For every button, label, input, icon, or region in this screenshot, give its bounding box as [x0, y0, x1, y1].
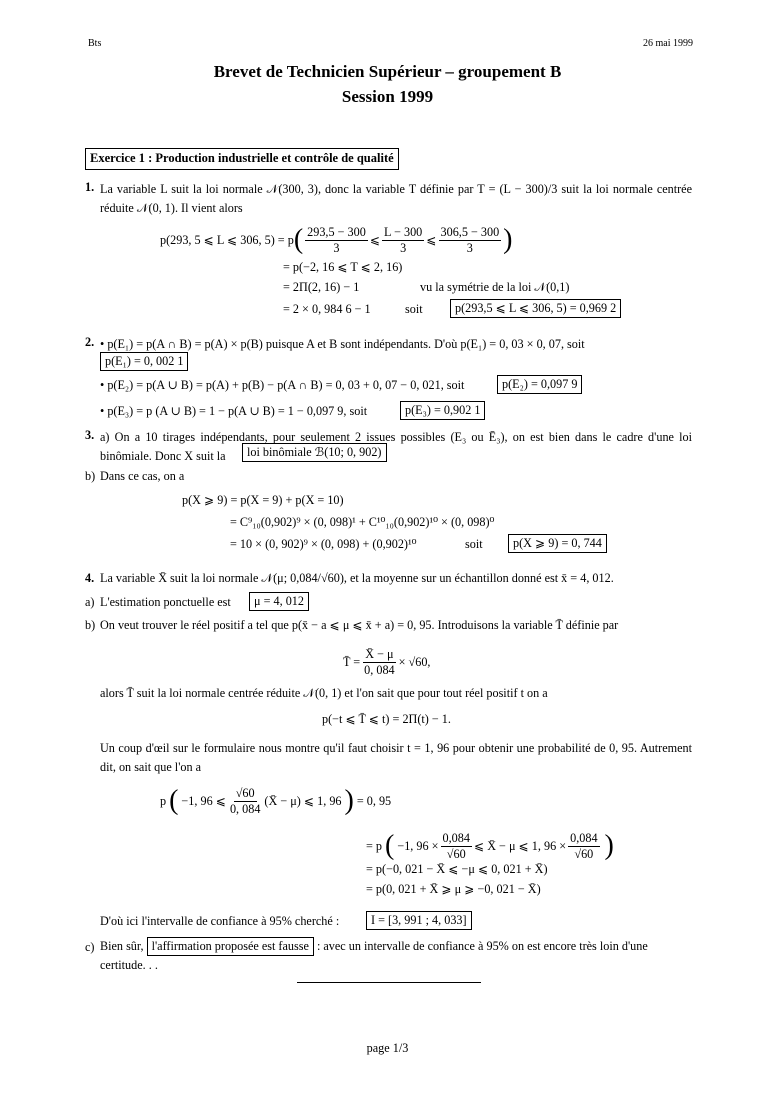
document-title: Brevet de Technicien Supérieur – groupement B: [213, 62, 562, 81]
q3-a-text: a) On a 10 tirages indépendants, pour seulement 2 issues possibles (E₃ ou Ē₃), on est bien dans le cadre d'une loi binômiale. Donc X suit la: [100, 430, 692, 463]
q4-a-box: μ = 4, 012: [249, 592, 309, 611]
q4-ci-text: D'où ici l'intervalle de confiance à 95% cherché :: [100, 914, 340, 928]
q4-e1: p ( −1, 96 ⩽ $\frac{√60}{0, 084}$ (X̄ − μ) ⩽ 1, 96 ) = 0, 95: [160, 785, 392, 816]
q4-c-text: Bien sûr, l'affirmation proposée est fausse : avec un intervalle de confiance à 95% on est encore très loin d'une certitude. . .: [100, 939, 648, 973]
q1-number: 1.: [85, 180, 95, 194]
q3-soit: soit: [465, 537, 483, 551]
open-paren: (: [293, 224, 304, 255]
q1-eq2: = p(−2, 16 ⩽ T ⩽ 2, 16): [283, 260, 403, 274]
q1-eq4-soit: soit: [405, 302, 423, 316]
q4-e2-frac2: $\frac{0,084}{√60}$: [570, 830, 598, 861]
session-title: Session 1999: [341, 87, 434, 106]
q4-a-box-wrap: [249, 592, 309, 611]
q4-text: La variable X̄ suit la loi normale 𝒩(μ; 0,084/√60), et la moyenne sur un échantillon donné est x̄ = 4, 012.: [100, 571, 614, 585]
q1-eq3-note: vu la symétrie de la loi 𝒩(0,1): [420, 280, 570, 294]
q1-text: La variable L suit la loi normale 𝒩(300, 3), donc la variable T définie par T = (L − 300)/3 suit la loi normale centrée réduite 𝒩(0, 1). Il vient alors: [100, 182, 692, 215]
q1-frac1: $\frac{293,5 - 300}{3}$: [307, 224, 366, 255]
q4-t-eq: T̄ = $\frac{X̄ - \mu}{0, 084}$ × √60,: [343, 646, 431, 677]
q3-number: 3.: [85, 428, 95, 442]
q3-a-box-wrap: [242, 443, 387, 462]
q4-b-text: On veut trouver le réel positif a tel que p(x̄ − a ⩽ μ ⩽ x̄ + a) = 0, 95. Introduisons la variable T̄ définie par: [100, 618, 619, 632]
q4-c-label: c): [85, 940, 95, 954]
q1-eq1-lhs: p(293, 5 ⩽ L ⩽ 306, 5) = p: [160, 232, 294, 247]
q4-ci-box: I = [3, 991 ; 4, 033]: [366, 911, 472, 930]
q4-e2-frac1: $\frac{0,084}{√60}$: [442, 830, 470, 861]
q4-e1-frac: $\frac{√60}{0, 084}$: [229, 785, 261, 816]
q3-b-label: b): [85, 469, 96, 483]
q1-eq4: = 2 × 0, 984 6 − 1: [283, 302, 371, 316]
open-paren: (: [169, 785, 179, 816]
q3-result-box: p(X ⩾ 9) = 0, 744: [508, 534, 607, 553]
q1-result: [450, 299, 621, 318]
q4-coup: Un coup d'œil sur le formulaire nous montre qu'il faut choisir t = 1, 96 pour obtenir une probabilité de 0, 95. Autrement dit, on sait que l'on a: [100, 741, 692, 774]
q4-t-frac: $\frac{X̄ - \mu}{0, 084}$: [364, 646, 395, 677]
q1-eq1: p(293, 5 ⩽ L ⩽ 306, 5) = p ( $\frac{293,5 - 300}{3}$ ⩽ $\frac{L - 300}{3}$ ⩽ $\frac{306,5 - 300}{3}$ ): [160, 224, 513, 255]
q2-box3: p(E₃) = 0,902 1: [400, 401, 485, 420]
q3-eq2: = C⁹₁₀(0,902)⁹ × (0, 098)¹ + C¹⁰₁₀(0,902)¹⁰ × (0, 098)⁰: [230, 515, 495, 529]
q4-e3: = p(−0, 021 − X̄ ⩽ −μ ⩽ 0, 021 + X̄): [366, 862, 548, 876]
page-number: page 1/3: [366, 1041, 409, 1055]
q2-number: 2.: [85, 335, 95, 349]
q1-frac2: $\frac{L - 300}{3}$: [384, 224, 423, 255]
q4-number: 4.: [85, 571, 95, 585]
q4-alors: alors T̄ suit la loi normale centrée réduite 𝒩(0, 1) et l'on sait que pour tout réel positif t on a: [100, 686, 548, 700]
open-paren: (: [385, 830, 395, 861]
q3-box-wrap: [508, 534, 607, 553]
q2-box1-wrap: [100, 352, 188, 371]
q3-eq3: = 10 × (0, 902)⁹ × (0, 098) + (0,902)¹⁰: [230, 537, 417, 551]
q2-box2-wrap: [497, 375, 582, 394]
q4-a-text: L'estimation ponctuelle est: [100, 595, 231, 609]
q4-ci-box-wrap: [366, 911, 472, 930]
q4-c-box: l'affirmation proposée est fausse: [147, 937, 314, 956]
q3-a-box: loi binômiale ℬ(10; 0, 902): [242, 443, 387, 462]
q4-e2: = p ( −1, 96 × $\frac{0,084}{√60}$ ⩽ X̄ − μ ⩽ 1, 96 × $\frac{0,084}{√60}$ ): [366, 830, 614, 861]
q2-line2: • p(E₂) = p(A ∪ B) = p(A) + p(B) − p(A ∩ B) = 0, 03 + 0, 07 − 0, 021, soit: [100, 378, 465, 392]
q1-eq3: = 2Π(2, 16) − 1: [283, 280, 360, 294]
q3-b-text: Dans ce cas, on a: [100, 469, 185, 483]
q2-line3: • p(E₃) = p (A ∪ B) = 1 − p(A ∪ B) = 1 − 0,097 9, soit: [100, 404, 368, 418]
close-paren: ): [344, 785, 354, 816]
q3-eq1: p(X ⩾ 9) = p(X = 9) + p(X = 10): [182, 493, 344, 507]
header-left: Bts: [88, 38, 102, 49]
q4-b-label: b): [85, 618, 96, 632]
q4-e4: = p(0, 021 + X̄ ⩾ μ ⩾ −0, 021 − X̄): [366, 882, 541, 896]
q4-a-label: a): [85, 595, 95, 609]
q4-eq-t: p(−t ⩽ T̄ ⩽ t) = 2Π(t) − 1.: [322, 712, 451, 726]
close-paren: ): [503, 224, 513, 255]
exercise-heading: [85, 148, 399, 170]
close-paren: ): [604, 830, 614, 861]
q2-box3-wrap: [400, 401, 485, 420]
q2-box1: p(E₁) = 0, 002 1: [100, 352, 188, 371]
q2-box2: p(E₂) = 0,097 9: [497, 375, 582, 394]
q2-line1: • p(E₁) = p(A ∩ B) = p(A) × p(B) puisque A et B sont indépendants. D'où p(E₁) = 0, 03 × 0, 07, soit: [100, 337, 585, 351]
section-separator: [297, 982, 481, 983]
q1-result-box: p(293,5 ⩽ L ⩽ 306, 5) = 0,969 2: [450, 299, 621, 318]
exercise-label: Exercice 1 : Production industrielle et contrôle de qualité: [85, 148, 399, 170]
header-date: 26 mai 1999: [643, 38, 693, 49]
q1-frac3: $\frac{306,5 - 300}{3}$: [440, 224, 500, 255]
